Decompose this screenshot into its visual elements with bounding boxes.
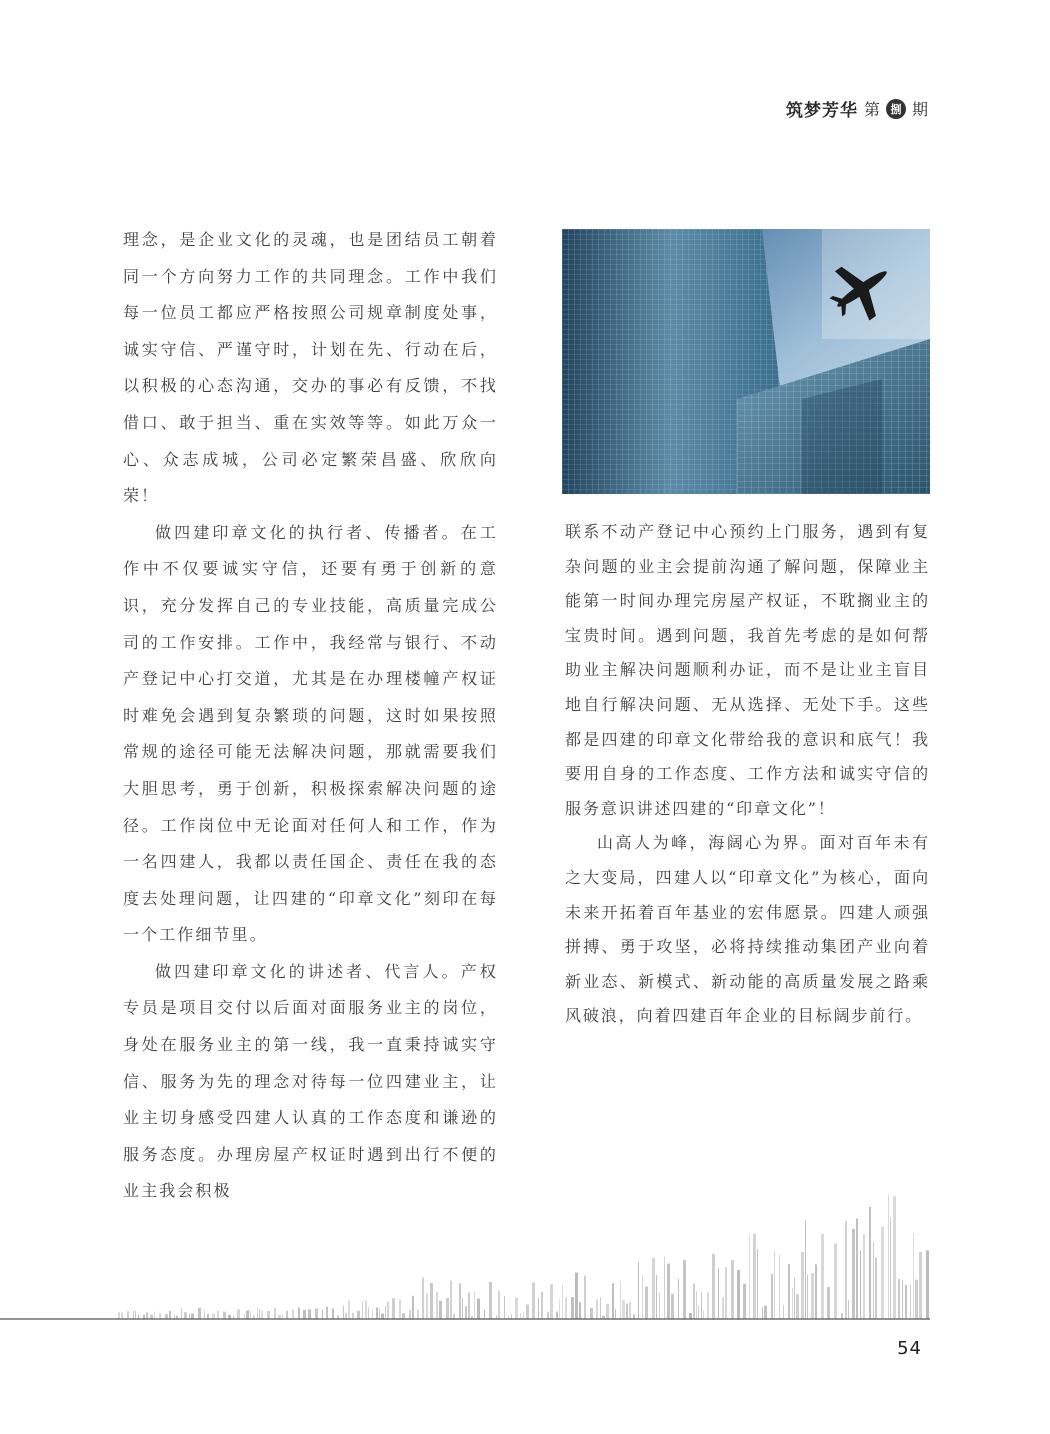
magazine-title: 筑梦芳华 <box>785 101 858 121</box>
magazine-header <box>786 96 928 121</box>
issue-prefix: 第 <box>863 100 880 119</box>
article-right-column <box>565 515 930 1034</box>
page-number: 54 <box>897 1338 922 1359</box>
skyscraper-airplane-photo <box>562 229 930 494</box>
paragraph: 做四建印章文化的讲述者、代言人。产权专员是项目交付以后面对面服务业主的岗位，身处在服务业主的第一线，我一直秉持诚实守信、服务为先的理念对待每一位四建业主，让业主切身感受四建人认真的工作态度和谦逊的服务态度。办理房屋产权证时遇到出行不便的业主我会积极 <box>123 961 498 1201</box>
paragraph: 联系不动产登记中心预约上门服务，遇到有复杂问题的业主会提前沟通了解问题，保障业主能第一时间办理完房屋产权证，不耽搁业主的宝贵时间。遇到问题，我首先考虑的是如何帮助业主解决问题顺利办证，而不是让业主盲目地自行解决问题、无从选择、无处下手。这些都是四建的印章文化带给我的意识和底气！我要用自身的工作态度、工作方法和诚实守信的服务意识讲述四建的“印章文化”！ <box>565 522 930 818</box>
paragraph: 理念，是企业文化的灵魂，也是团结员工朝着同一个方向努力工作的共同理念。工作中我们每一位员工都应严格按照公司规章制度处事，诚实守信、严谨守时，计划在先、行动在后，以积极的心态沟通，交办的事必有反馈，不找借口、敢于担当、重在实效等等。如此万众一心、众志成城，公司必定繁荣昌盛、欣欣向荣！ <box>123 230 498 506</box>
paragraph: 山高人为峰，海阔心为界。面对百年未有之大变局，四建人以“印章文化”为核心，面向未来开拓着百年基业的宏伟愿景。四建人顽强拼搏、勇于攻坚，必将持续推动集团产业向着新业态、新模式、新动能的高质量发展之路乘风破浪，向着四建百年企业的目标阔步前行。 <box>565 833 930 1026</box>
article-left-column <box>123 222 498 1210</box>
city-skyline-decoration <box>0 1180 1050 1325</box>
issue-number-badge: 捌 <box>886 99 906 119</box>
issue-suffix: 期 <box>911 100 928 119</box>
paragraph: 做四建印章文化的执行者、传播者。在工作中不仅要诚实守信，还要有勇于创新的意识，充分发挥自己的专业技能，高质量完成公司的工作安排。工作中，我经常与银行、不动产登记中心打交道，尤其是在办理楼幢产权证时难免会遇到复杂繁琐的问题，这时如果按照常规的途径可能无法解决问题，那就需要我们大胆思考，勇于创新，积极探索解决问题的途径。工作岗位中无论面对任何人和工作，作为一名四建人，我都以责任国企、责任在我的态度去处理问题，让四建的“印章文化”刻印在每一个工作细节里。 <box>123 522 498 945</box>
